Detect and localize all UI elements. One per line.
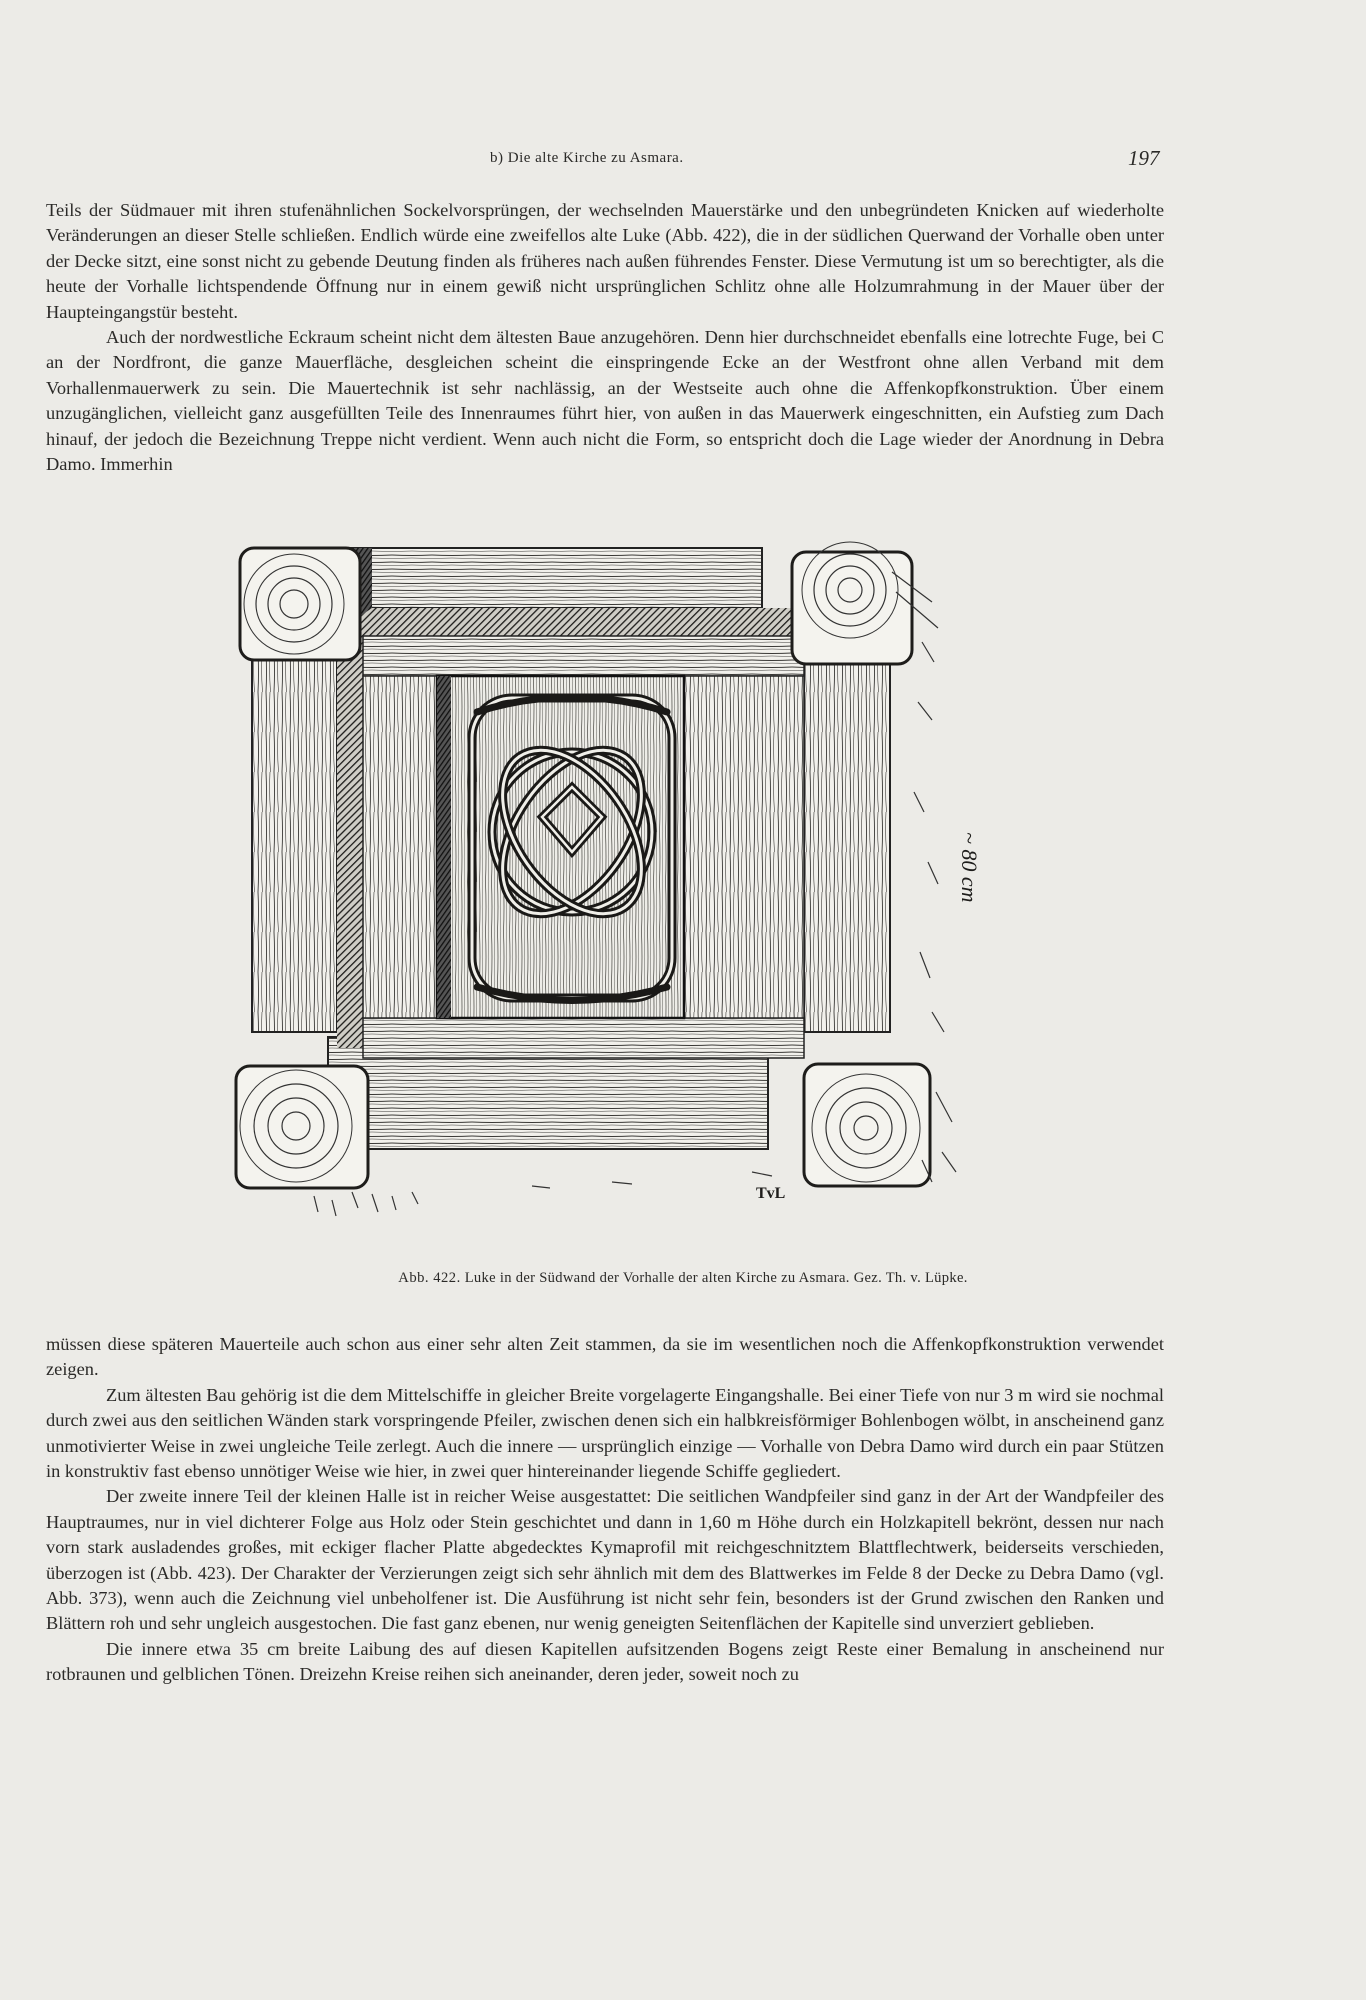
running-title: b) Die alte Kirche zu Asmara. xyxy=(490,150,684,166)
corner-block-bottom-left xyxy=(236,1066,368,1188)
body-text-bottom xyxy=(46,1332,1164,1688)
caption-figure-number: Abb. 422. xyxy=(398,1270,461,1286)
paragraph: Die innere etwa 35 cm breite Laibung des auf diesen Kapitellen aufsitzenden Bogens zeigt Reste einer Bemalung in anscheinend nur rotbraunen und gelblichen Tönen. Dreizehn Kreise reihen sich aneinander, deren jeder, soweit noch zu xyxy=(46,1638,1164,1685)
panel-recess-shadow xyxy=(437,676,451,1018)
inner-bottom-board xyxy=(363,1018,804,1058)
caption-text: Luke in der Südwand der Vorhalle der alten Kirche zu Asmara. Gez. Th. v. Lüpke. xyxy=(464,1270,968,1286)
body-text-top xyxy=(46,198,1164,477)
running-head xyxy=(0,146,1366,174)
frame-left-post xyxy=(252,622,337,1032)
page-number: 197 xyxy=(1128,146,1160,170)
paragraph: müssen diese späteren Mauerteile auch schon aus einer sehr alten Zeit stammen, da sie im wesentlichen noch die Affenkopfkonstruktion verwendet zeigen. xyxy=(46,1334,1164,1380)
paragraph: Auch der nordwestliche Eckraum scheint nicht dem ältesten Baue anzugehören. Denn hier durchschneidet ebenfalls eine lotrechte Fuge, bei C an der Nordfront, die ganze Mauerfläche, desgleichen scheint die einspringende Ecke an der Westfront ohne allen Verband mit dem Vorhallenmauerwerk zu sein. Die Mauertechnik ist sehr nachlässig, an der Westseite auch ohne die Affenkopfkonstruktion. Über einem unzugänglichen, vielleicht ganz ausgefüllten Teile des Innenraumes führt hier, von außen in das Mauerwerk eingeschnitten, ein Aufstieg zum Dach hinauf, der jedoch die Bezeichnung Treppe nicht verdient. Wenn auch nicht die Form, so entspricht doch die Lage wieder der Anordnung in Debra Damo. Immerhin xyxy=(46,327,1164,475)
corner-block-top-right xyxy=(792,542,912,664)
inner-right-board xyxy=(684,676,804,1018)
paragraph: Zum ältesten Bau gehörig ist die dem Mittelschiffe in gleicher Breite vorgelagerte Eingangshalle. Bei einer Tiefe von nur 3 m wird sie nochmal durch zwei aus den seitlichen Wänden stark vorspringende Pfeiler, zwischen denen sich ein halbkreisförmiger Bohlenbogen wölbt, in anscheinend ganz unmotivierter Weise in zwei ungleiche Teile zerlegt. Auch die innere — ursprünglich einzige — Vorhalle von Debra Damo wird durch ein paar Stützen in konstruktiv fast ebenso unnötiger Weise wie hier, in zwei quer hintereinander liegende Schiffe gegliedert. xyxy=(46,1384,1164,1482)
corner-block-bottom-right xyxy=(804,1064,930,1186)
inner-left-board xyxy=(363,676,437,1018)
paragraph: Der zweite innere Teil der kleinen Halle ist in reicher Weise ausgestattet: Die seitlichen Wandpfeiler sind ganz in der Art der Wandpfeiler des Hauptraumes, nur in viel dichterer Folge aus Holz oder Stein geschichtet und dann in 1,60 m Höhe durch ein Holzkapitell bekrönt, dessen nur nach vorn stark ausladendes großes, mit eckiger flacher Platte abgedecktes Kymaprofil mit reichgeschnitztem Blattflechtwerk, beiderseits verschieden, überzogen ist (Abb. 423). Der Charakter der Verzierungen zeigt sich sehr ähnlich mit dem des Blattwerkes im Felde 8 der Decke zu Debra Damo (vgl. Abb. 373), wenn auch die Zeichnung viel unbeholfener ist. Die Ausführung ist nicht sehr fein, besonders ist der Grund zwischen den Ranken und Blättern roh und sehr ungleich ausgestochen. Die fast ganz ebenen, nur wenig geneigten Seitenflächen der Kapitelle sind unverziert geblieben. xyxy=(46,1486,1164,1634)
inner-shadow-left xyxy=(337,608,363,1048)
inner-shadow-top xyxy=(337,608,804,636)
corner-block-top-left xyxy=(240,548,360,660)
dimension-label: ~ 80 cm xyxy=(957,832,982,903)
frame-right-post xyxy=(804,628,890,1032)
frame-top-plank xyxy=(332,548,762,608)
figure-caption xyxy=(0,1270,1366,1287)
hatch-illustration xyxy=(232,532,984,1254)
artist-signature: TvL xyxy=(756,1185,786,1202)
inner-top-board xyxy=(363,636,804,676)
figure-hatch-drawing xyxy=(232,532,984,1254)
paragraph: Teils der Südmauer mit ihren stufenähnlichen Sockelvorsprüngen, der wechselnden Mauerstärke und den unbegründeten Knicken auf wiederholte Veränderungen an dieser Stelle schließen. Endlich würde eine zweifellos alte Luke (Abb. 422), die in der südlichen Querwand der Vorhalle oben unter der Decke sitzt, eine sonst nicht zu gebende Deutung finden als früheres nach außen führendes Fenster. Diese Vermutung ist um so berechtigter, als die heute der Vorhalle lichtspendende Öffnung nur in einem gewiß nicht ursprünglichen Schlitz ohne alle Holzumrahmung in der Mauer über der Haupteingangstür besteht. xyxy=(46,200,1164,322)
